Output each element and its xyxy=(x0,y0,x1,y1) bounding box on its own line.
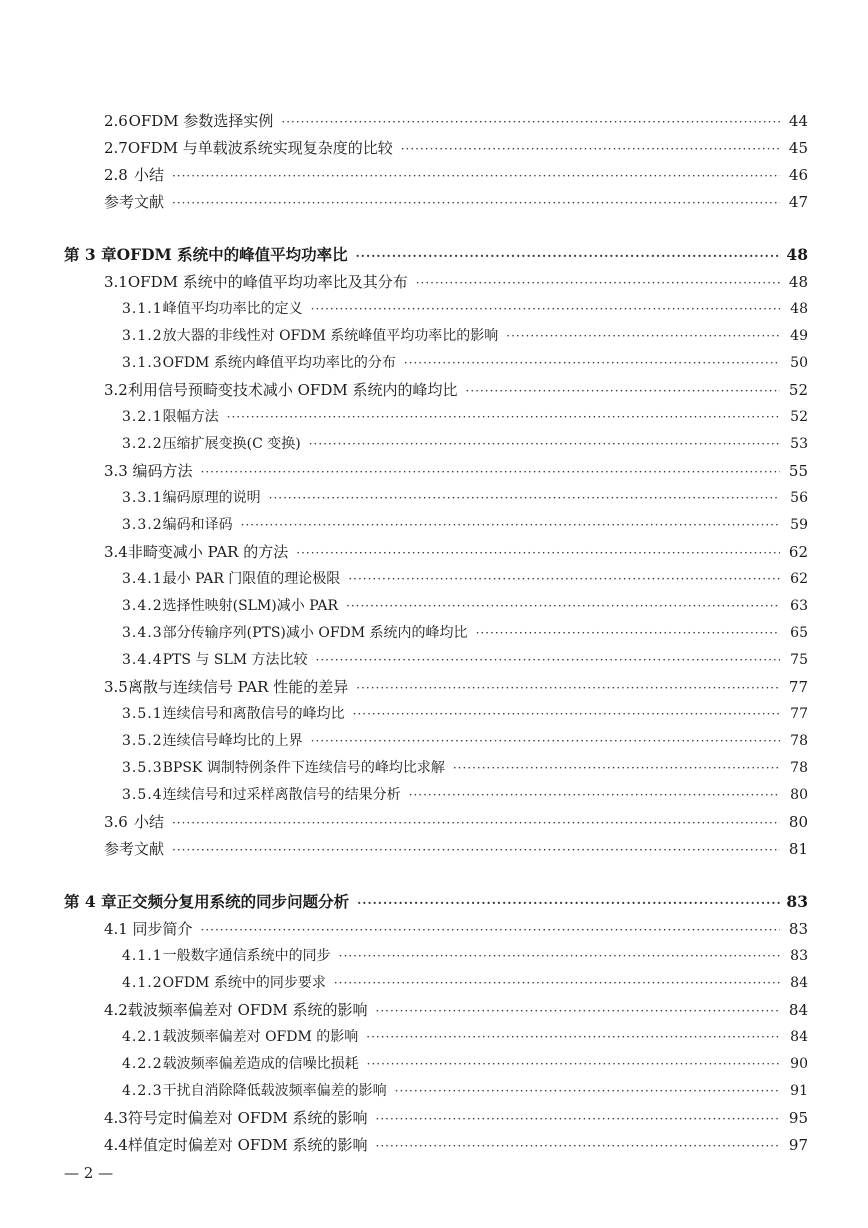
leader-dots xyxy=(201,917,780,943)
leader-dots xyxy=(201,459,780,485)
entry-title: BPSK 调制特例条件下连续信号的峰均比求解 xyxy=(162,760,445,776)
toc-entry xyxy=(104,539,808,565)
entry-title: 选择性映射(SLM)减小 PAR xyxy=(162,598,339,614)
entry-number: 第 4 章 xyxy=(64,892,117,911)
leader-dots xyxy=(281,109,780,135)
leader-dots xyxy=(367,1051,780,1077)
entry-number: 3.5.4 xyxy=(122,787,163,803)
toc-entry xyxy=(122,943,808,969)
toc-entry xyxy=(104,189,808,215)
entry-number: 4.1 xyxy=(104,920,128,938)
leader-dots xyxy=(296,540,780,566)
leader-dots xyxy=(348,566,780,592)
entry-number: 3.4.3 xyxy=(122,625,163,641)
entry-title: 小结 xyxy=(133,813,164,831)
toc-entry xyxy=(122,701,808,727)
entry-page: 77 xyxy=(788,678,808,696)
entry-title: 连续信号和离散信号的峰均比 xyxy=(162,706,345,722)
toc-entry xyxy=(104,162,808,188)
entry-page: 50 xyxy=(790,355,808,371)
leader-dots xyxy=(453,755,780,781)
entry-page: 91 xyxy=(790,1083,808,1099)
entry-title: OFDM 系统内峰值平均功率比的分布 xyxy=(162,355,396,371)
entry-number: 3.4.4 xyxy=(122,652,163,668)
chapter-entry xyxy=(64,889,808,915)
entry-page: 52 xyxy=(790,409,808,425)
entry-number: 3.3.2 xyxy=(122,517,163,533)
entry-number: 3.5 xyxy=(104,678,128,696)
entry-number: 3.5.1 xyxy=(122,706,163,722)
entry-page: 84 xyxy=(788,1001,808,1019)
entry-number: 4.1.2 xyxy=(122,975,163,991)
entry-number: 3.1.2 xyxy=(122,328,163,344)
toc-entry xyxy=(122,970,808,996)
leader-dots xyxy=(357,890,780,916)
leader-dots xyxy=(316,647,780,673)
entry-number: 4.3 xyxy=(104,1109,128,1127)
entry-title: 载波频率偏差造成的信噪比损耗 xyxy=(162,1056,359,1072)
entry-title: OFDM 系统中的峰值平均功率比及其分布 xyxy=(127,273,408,291)
toc-entry xyxy=(122,1024,808,1050)
leader-dots xyxy=(404,350,780,376)
entry-title: 离散与连续信号 PAR 性能的差异 xyxy=(127,678,349,696)
entry-page: 63 xyxy=(790,598,808,614)
entry-title: OFDM 参数选择实例 xyxy=(128,112,274,130)
entry-page: 83 xyxy=(786,892,808,911)
toc-entry xyxy=(104,809,808,835)
entry-title: 编码方法 xyxy=(132,462,193,480)
toc-entry xyxy=(122,1051,808,1077)
leader-dots xyxy=(334,970,780,996)
entry-number: 4.2.2 xyxy=(122,1056,163,1072)
toc-entry xyxy=(104,458,808,484)
toc-entry xyxy=(104,836,808,862)
leader-dots xyxy=(401,136,780,162)
entry-title: OFDM 系统中的峰值平均功率比 xyxy=(116,245,348,264)
entry-page: 81 xyxy=(788,840,808,858)
toc-entry xyxy=(104,997,808,1023)
leader-dots xyxy=(353,701,780,727)
entry-page: 65 xyxy=(790,625,808,641)
entry-page: 78 xyxy=(790,733,808,749)
entry-title: 限幅方法 xyxy=(162,409,219,425)
entry-page: 62 xyxy=(790,571,808,587)
entry-page: 84 xyxy=(790,1029,808,1045)
leader-dots xyxy=(409,782,780,808)
entry-page: 53 xyxy=(790,436,808,452)
leader-dots xyxy=(376,998,781,1024)
leader-dots xyxy=(395,1078,780,1104)
toc-entry xyxy=(122,404,808,430)
entry-title: 小结 xyxy=(133,166,164,184)
entry-title: 编码和译码 xyxy=(162,517,233,533)
leader-dots xyxy=(311,728,780,754)
entry-number: 4.4 xyxy=(104,1136,128,1154)
entry-number: 第 3 章 xyxy=(64,245,117,264)
entry-page: 46 xyxy=(788,166,808,184)
leader-dots xyxy=(309,431,780,457)
entry-title: 峰值平均功率比的定义 xyxy=(162,301,303,317)
leader-dots xyxy=(346,593,780,619)
leader-dots xyxy=(376,1106,781,1132)
toc-entry xyxy=(122,620,808,646)
toc-entry xyxy=(104,1105,808,1131)
entry-number: 3.1 xyxy=(104,273,128,291)
leader-dots xyxy=(227,404,780,430)
toc-entry xyxy=(122,566,808,592)
leader-dots xyxy=(466,378,781,404)
entry-page: 49 xyxy=(790,328,808,344)
entry-page: 55 xyxy=(788,462,808,480)
entry-title: 非畸变减小 PAR 的方法 xyxy=(127,543,289,561)
entry-title: 参考文献 xyxy=(104,193,165,211)
toc-entry xyxy=(104,916,808,942)
entry-page: 80 xyxy=(788,813,808,831)
entry-number: 3.1.1 xyxy=(122,301,163,317)
entry-number: 2.8 xyxy=(104,166,128,184)
entry-number: 3.4 xyxy=(104,543,128,561)
entry-page: 95 xyxy=(788,1109,808,1127)
entry-title: 最小 PAR 门限值的理论极限 xyxy=(162,571,341,587)
entry-page: 75 xyxy=(790,652,808,668)
entry-page: 78 xyxy=(790,760,808,776)
toc-entry xyxy=(104,269,808,295)
leader-dots xyxy=(376,1133,781,1159)
leader-dots xyxy=(172,190,780,216)
entry-number: 4.2 xyxy=(104,1001,128,1019)
leader-dots xyxy=(172,837,780,863)
entry-page: 56 xyxy=(790,490,808,506)
entry-title: 干扰自消除降低载波频率偏差的影响 xyxy=(162,1083,387,1099)
entry-page: 47 xyxy=(788,193,808,211)
entry-number: 3.4.1 xyxy=(122,571,163,587)
entry-number: 4.1.1 xyxy=(122,948,163,964)
toc-entry xyxy=(122,296,808,322)
leader-dots xyxy=(339,943,780,969)
entry-title: 载波频率偏差对 OFDM 系统的影响 xyxy=(127,1001,368,1019)
entry-title: 连续信号峰均比的上界 xyxy=(162,733,303,749)
entry-number: 3.5.3 xyxy=(122,760,163,776)
entry-page: 84 xyxy=(790,975,808,991)
entry-page: 80 xyxy=(790,787,808,803)
entry-title: 放大器的非线性对 OFDM 系统峰值平均功率比的影响 xyxy=(162,328,499,344)
toc-entry xyxy=(104,377,808,403)
entry-title: 利用信号预畸变技术减小 OFDM 系统内的峰均比 xyxy=(127,381,458,399)
page-number: — 2 — xyxy=(64,1164,114,1182)
entry-number: 3.4.2 xyxy=(122,598,163,614)
entry-page: 83 xyxy=(788,920,808,938)
entry-title: 连续信号和过采样离散信号的结果分析 xyxy=(162,787,401,803)
leader-dots xyxy=(366,1024,780,1050)
entry-number: 2.6 xyxy=(104,112,128,130)
entry-page: 52 xyxy=(788,381,808,399)
leader-dots xyxy=(241,512,780,538)
entry-number: 2.7 xyxy=(104,139,128,157)
entry-title: 部分传输序列(PTS)减小 OFDM 系统内的峰均比 xyxy=(162,625,468,641)
leader-dots xyxy=(269,485,780,511)
leader-dots xyxy=(311,296,780,322)
entry-title: PTS 与 SLM 方法比较 xyxy=(162,652,308,668)
entry-number: 4.2.1 xyxy=(122,1029,163,1045)
toc-entry xyxy=(122,755,808,781)
entry-title: 样值定时偏差对 OFDM 系统的影响 xyxy=(127,1136,368,1154)
toc-entry xyxy=(122,1078,808,1104)
entry-page: 90 xyxy=(790,1056,808,1072)
entry-number: 4.2.3 xyxy=(122,1083,163,1099)
leader-dots xyxy=(506,323,780,349)
entry-title: 一般数字通信系统中的同步 xyxy=(162,948,331,964)
leader-dots xyxy=(356,675,780,701)
entry-page: 59 xyxy=(790,517,808,533)
entry-title: 同步简介 xyxy=(132,920,193,938)
entry-title: 符号定时偏差对 OFDM 系统的影响 xyxy=(127,1109,368,1127)
entry-number: 3.2.1 xyxy=(122,409,163,425)
toc-entry xyxy=(122,647,808,673)
toc-entry xyxy=(122,593,808,619)
toc-entry xyxy=(122,782,808,808)
entry-title: 正交频分复用系统的同步问题分析 xyxy=(116,892,350,911)
leader-dots xyxy=(476,620,780,646)
entry-page: 83 xyxy=(790,948,808,964)
entry-title: OFDM 与单载波系统实现复杂度的比较 xyxy=(127,139,393,157)
leader-dots xyxy=(172,810,780,836)
entry-title: 载波频率偏差对 OFDM 的影响 xyxy=(162,1029,359,1045)
entry-page: 77 xyxy=(790,706,808,722)
toc-entry xyxy=(122,323,808,349)
toc-entry xyxy=(122,512,808,538)
entry-number: 3.3.1 xyxy=(122,490,163,506)
toc-entry xyxy=(104,108,808,134)
entry-title: OFDM 系统中的同步要求 xyxy=(162,975,326,991)
entry-page: 48 xyxy=(788,273,808,291)
toc-entry xyxy=(104,1132,808,1158)
toc-entry xyxy=(122,431,808,457)
entry-page: 48 xyxy=(790,301,808,317)
toc-entry xyxy=(104,135,808,161)
entry-number: 3.5.2 xyxy=(122,733,163,749)
entry-title: 编码原理的说明 xyxy=(162,490,261,506)
leader-dots xyxy=(172,163,780,189)
entry-page: 45 xyxy=(788,139,808,157)
entry-page: 97 xyxy=(788,1136,808,1154)
toc-entry xyxy=(122,350,808,376)
leader-dots xyxy=(416,270,780,296)
toc-entry xyxy=(122,485,808,511)
entry-title: 压缩扩展变换(C 变换) xyxy=(162,436,301,452)
entry-number: 3.6 xyxy=(104,813,128,831)
toc-entry xyxy=(104,674,808,700)
entry-number: 3.3 xyxy=(104,462,128,480)
entry-page: 48 xyxy=(786,245,808,264)
chapter-entry xyxy=(64,242,808,268)
entry-page: 62 xyxy=(788,543,808,561)
entry-page: 44 xyxy=(788,112,808,130)
toc-entry xyxy=(122,728,808,754)
entry-number: 3.2 xyxy=(104,381,128,399)
entry-title: 参考文献 xyxy=(104,840,165,858)
leader-dots xyxy=(356,243,780,269)
entry-number: 3.1.3 xyxy=(122,355,163,371)
entry-number: 3.2.2 xyxy=(122,436,163,452)
